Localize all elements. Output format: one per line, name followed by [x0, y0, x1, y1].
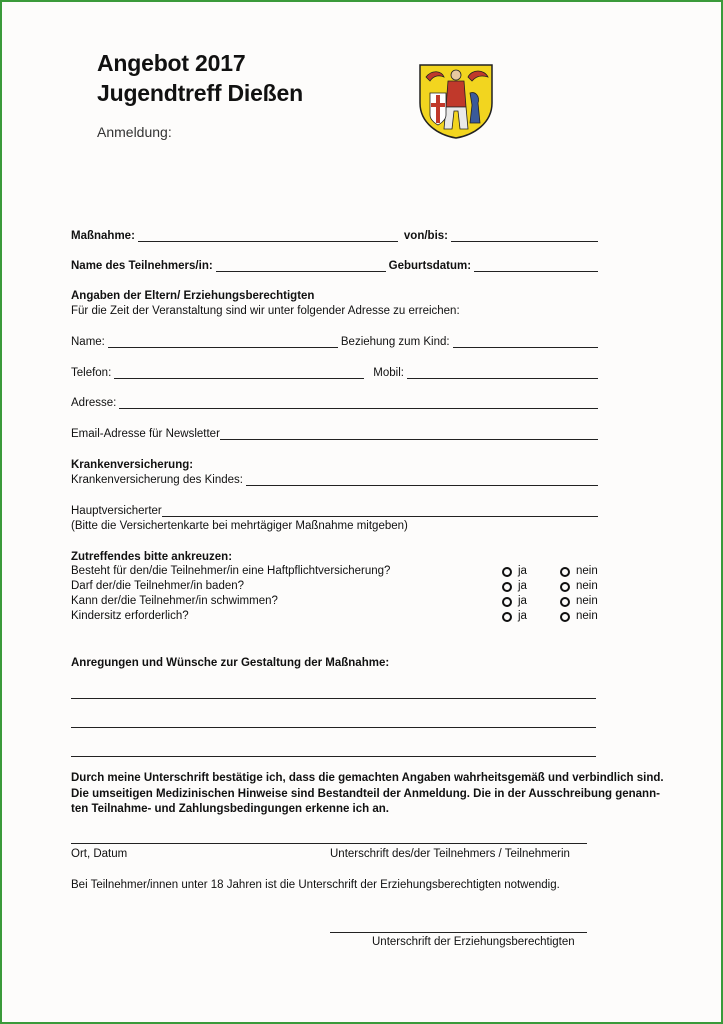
- parents-intro: Für die Zeit der Veranstaltung sind wir unter folgender Adresse zu erreichen:: [71, 305, 460, 317]
- radio-circle-icon: [502, 597, 512, 607]
- telefon-field[interactable]: [114, 367, 364, 379]
- option-no[interactable]: [560, 609, 598, 624]
- adresse-field[interactable]: [119, 397, 598, 409]
- option-no[interactable]: [560, 594, 598, 609]
- question-kindersitz: Kindersitz erforderlich?: [71, 610, 189, 622]
- option-yes-label: ja: [518, 565, 527, 577]
- radio-circle-icon: [560, 612, 570, 622]
- radio-circle-icon: [502, 567, 512, 577]
- mobil-field[interactable]: [407, 367, 598, 379]
- option-no[interactable]: [560, 564, 598, 579]
- title-line-1: Angebot 2017: [97, 50, 246, 76]
- insurance-heading: Krankenversicherung:: [71, 459, 194, 471]
- teilnehmer-row: [71, 259, 601, 273]
- suggestions-line[interactable]: [71, 756, 596, 757]
- kv-kind-label: Krankenversicherung des Kindes:: [71, 474, 243, 486]
- ort-datum-label: Ort, Datum: [71, 848, 128, 860]
- parents-heading: Angaben der Eltern/ Erziehungsberechtigten: [71, 290, 315, 302]
- teilnehmer-label: Name des Teilnehmers/in:: [71, 260, 213, 272]
- question-schwimmen: Kann der/die Teilnehmer/in schwimmen?: [71, 595, 278, 607]
- option-no-label: nein: [576, 565, 598, 577]
- option-yes[interactable]: [502, 579, 527, 594]
- question-baden: Darf der/die Teilnehmer/in baden?: [71, 580, 245, 592]
- massnahme-row: [71, 229, 601, 243]
- kv-kind-field[interactable]: [246, 474, 598, 486]
- insurance-note: (Bitte die Versichertenkarte bei mehrtägiger Maßnahme mitgeben): [71, 520, 408, 532]
- minor-note: Bei Teilnehmer/innen unter 18 Jahren ist die Unterschrift der Erziehungsberechtigten notwendig.: [71, 879, 560, 891]
- teilnehmer-signature-label: Unterschrift des/der Teilnehmers / Teilnehmerin: [330, 848, 570, 860]
- hauptversicherter-row: [71, 504, 601, 518]
- parent-signature-line[interactable]: [330, 932, 587, 933]
- parent-name-field[interactable]: [108, 336, 338, 348]
- option-yes[interactable]: [502, 564, 527, 579]
- telefon-label: Telefon:: [71, 367, 112, 379]
- email-row: [71, 427, 601, 441]
- geburtsdatum-field[interactable]: [474, 260, 598, 272]
- option-no-label: nein: [576, 595, 598, 607]
- massnahme-label: Maßnahme:: [71, 230, 135, 242]
- radio-circle-icon: [560, 582, 570, 592]
- mobil-label: Mobil:: [373, 367, 404, 379]
- coat-of-arms-icon: [418, 63, 494, 139]
- consent-line: Die umseitigen Medizinischen Hinweise sind Bestandteil der Anmeldung. Die in der Ausschreibung genann-: [71, 787, 660, 800]
- massnahme-field[interactable]: [138, 230, 398, 242]
- adresse-label: Adresse:: [71, 397, 117, 409]
- option-no[interactable]: [560, 579, 598, 594]
- consent-line: ten Teilnahme- und Zahlungsbedingungen erkenne ich an.: [71, 803, 389, 815]
- parent-name-label: Name:: [71, 336, 105, 348]
- geburtsdatum-label: Geburtsdatum:: [388, 260, 472, 272]
- radio-circle-icon: [502, 612, 512, 622]
- email-label: Email-Adresse für Newsletter: [71, 428, 220, 440]
- vonbis-field[interactable]: [451, 230, 598, 242]
- beziehung-field[interactable]: [453, 336, 598, 348]
- parent-name-row: [71, 335, 601, 349]
- hauptversicherter-label: Hauptversicherter: [71, 505, 162, 517]
- form-subtitle: Anmeldung:: [97, 124, 172, 140]
- option-no-label: nein: [576, 580, 598, 592]
- signature-line[interactable]: [71, 843, 587, 844]
- vonbis-label: von/bis:: [403, 230, 448, 242]
- option-yes-label: ja: [518, 580, 527, 592]
- suggestions-line[interactable]: [71, 698, 596, 699]
- radio-circle-icon: [560, 567, 570, 577]
- parent-signature-label: Unterschrift der Erziehungsberechtigten: [372, 936, 575, 948]
- radio-circle-icon: [502, 582, 512, 592]
- consent-line: Durch meine Unterschrift bestätige ich, dass die gemachten Angaben wahrheitsgemäß und verbindlich sind.: [71, 772, 664, 784]
- question-haftpflicht: Besteht für den/die Teilnehmer/in eine Haftpflichtversicherung?: [71, 565, 391, 577]
- adresse-row: [71, 396, 601, 410]
- title-line-2: Jugendtreff Dießen: [97, 80, 303, 106]
- option-yes[interactable]: [502, 609, 527, 624]
- hauptversicherter-field[interactable]: [162, 505, 598, 517]
- page-title: [97, 48, 303, 108]
- option-yes-label: ja: [518, 610, 527, 622]
- teilnehmer-field[interactable]: [216, 260, 386, 272]
- suggestions-line[interactable]: [71, 727, 596, 728]
- option-yes-label: ja: [518, 595, 527, 607]
- email-field[interactable]: [220, 428, 598, 440]
- suggestions-heading: Anregungen und Wünsche zur Gestaltung der Maßnahme:: [71, 657, 390, 669]
- kv-kind-row: [71, 473, 601, 487]
- beziehung-label: Beziehung zum Kind:: [340, 336, 450, 348]
- telefon-row: [71, 366, 601, 380]
- option-yes[interactable]: [502, 594, 527, 609]
- consent-text: [71, 771, 664, 818]
- radio-circle-icon: [560, 597, 570, 607]
- checks-heading: Zutreffendes bitte ankreuzen:: [71, 551, 233, 563]
- option-no-label: nein: [576, 610, 598, 622]
